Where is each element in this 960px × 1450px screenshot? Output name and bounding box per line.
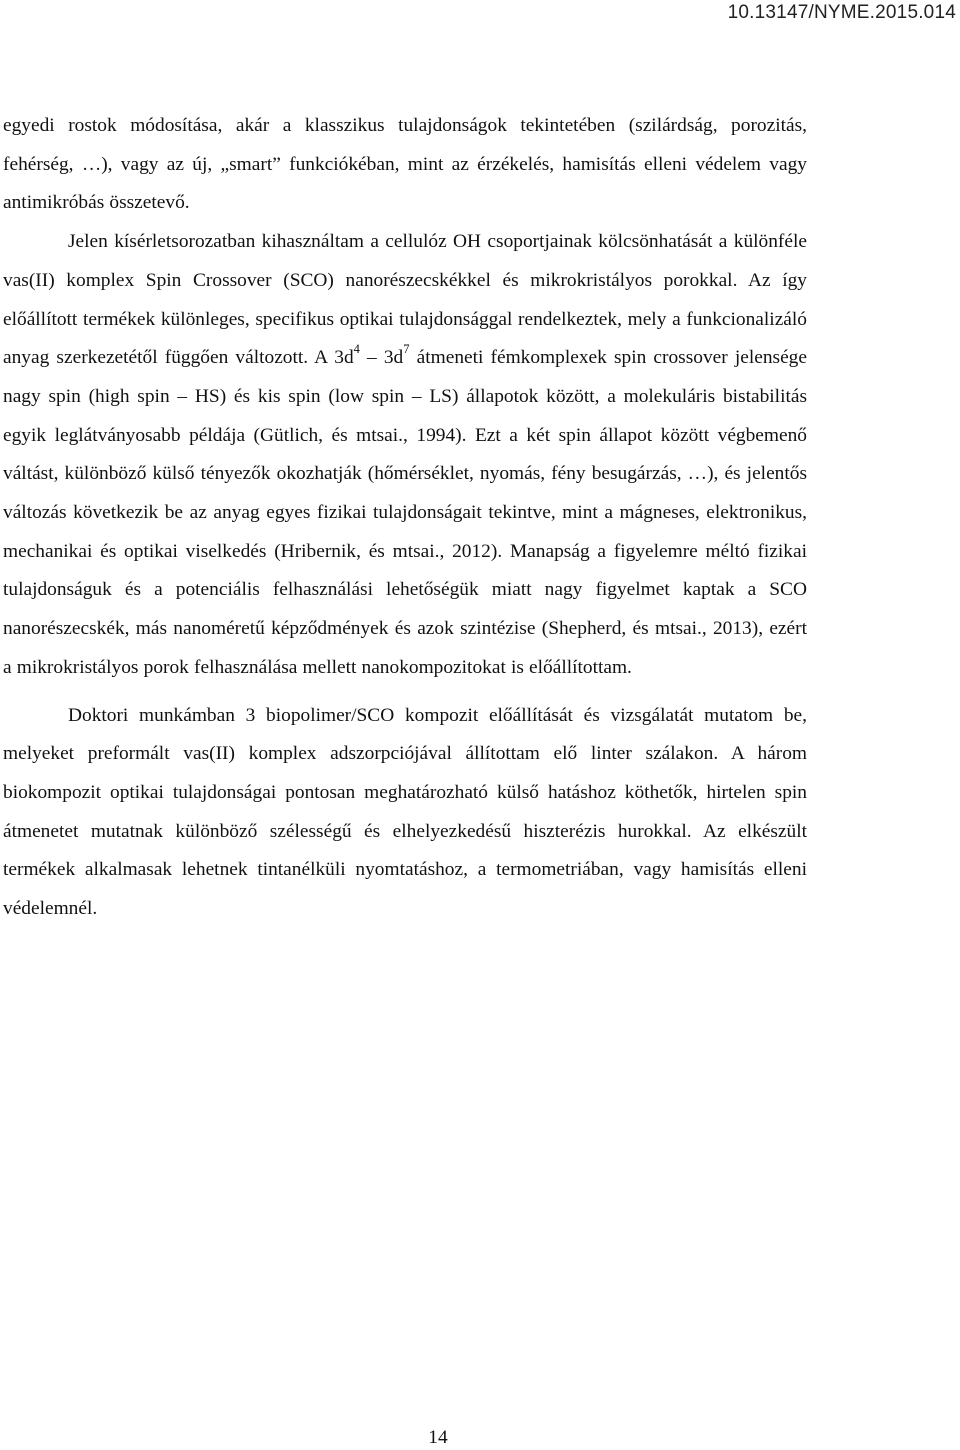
paragraph-3: Doktori munkámban 3 biopolimer/SCO kompozit előállítását és vizsgálatát mutatom be, melyeket preformált vas(II) komplex adszorpciójával állítottam elő linter szálakon. A három biokompozit optikai tulajdonságai pontosan meghatározható külső hatáshoz köthetők, hirtelen spin átmenetet mutatnak különböző szélességű és elhelyezkedésű hiszterézis hurokkal. Az elkészült termékek alkalmasak lehetnek tintanélküli nyomtatáshoz, a termometriában, vagy hamisítás elleni védelemnél. bbox=[3, 704, 807, 920]
superscript-4: 4 bbox=[353, 341, 360, 356]
paragraph-2-part-b: – 3d bbox=[359, 347, 404, 369]
superscript-7: 7 bbox=[403, 341, 410, 356]
paragraph-2-part-a: Jelen kísérletsorozatban kihasználtam a cellulóz OH csoportjainak kölcsönhatását a különféle vas(II) komplex Spin Crossover (SCO) nanorészecskékkel és mikrokristályos porokkal. Az így előállított termékek különleges, specifikus optikai tulajdonsággal rendelkeztek, mely a funkcionalizáló anyag szerkezetétől függően változott. A 3d bbox=[3, 231, 807, 369]
paragraph-2-part-c: átmeneti fémkomplexek spin crossover jelensége nagy spin (high spin – HS) és kis spin (low spin – LS) állapotok között, a molekuláris bistabilitás egyik leglátványosabb példája (Gütlich, és mtsai., 1994). Ezt a két spin állapot között végbemenő váltást, különböző külső tényezők okozhatják (hőmérséklet, nyomás, fény besugárzás, …), és jelentős változás következik be az anyag egyes fizikai tulajdonságait tekintve, mint a mágneses, elektronikus, mechanikai és optikai viselkedés (Hribernik, és mtsai., 2012). Manapság a figyelemre méltó fizikai tulajdonságuk és a potenciális felhasználási lehetőségük miatt nagy figyelmet kaptak a SCO nanorészecskék, más nanoméretű képződmények és azok szintézise (Shepherd, és mtsai., 2013), ezért a mikrokristályos porok felhasználása mellett nanokompozitokat is előállítottam. bbox=[3, 347, 807, 678]
doi-header: 10.13147/NYME.2015.014 bbox=[727, 2, 956, 23]
paragraph-2 bbox=[3, 223, 807, 687]
paragraph-1: egyedi rostok módosítása, akár a klasszikus tulajdonságok tekintetében (szilárdság, porozitás, fehérség, …), vagy az új, „smart” funkciókéban, mint az érzékelés, hamisítás elleni védelem vagy antimikróbás összetevő. bbox=[3, 115, 807, 214]
body-text bbox=[3, 107, 807, 929]
page-number: 14 bbox=[428, 1427, 448, 1448]
